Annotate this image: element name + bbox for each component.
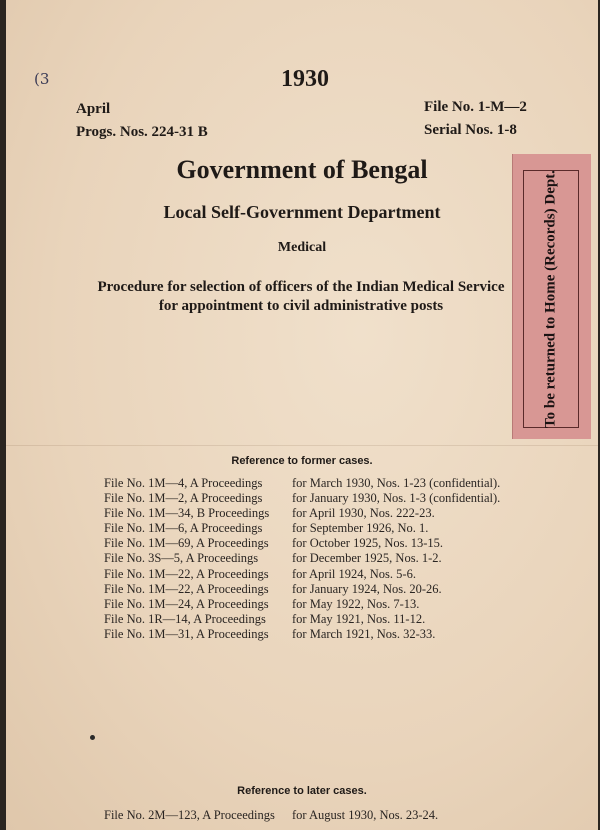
progs-nos: Progs. Nos. 224-31 B: [76, 124, 208, 140]
reference-file: File No. 1M—2, A Proceedings: [104, 491, 263, 506]
file-no: File No. 1-M—2: [424, 99, 527, 115]
reference-row: [104, 597, 500, 612]
header-left: [76, 98, 208, 144]
former-cases-heading: Reference to former cases.: [231, 455, 373, 467]
reference-row: [104, 808, 438, 823]
reference-row: [104, 536, 500, 551]
reference-file: File No. 1M—31, A Proceedings: [104, 626, 269, 641]
reference-file: File No. 1M—22, A Proceedings: [104, 566, 269, 581]
reference-detail: for April 1930, Nos. 222-23.: [292, 506, 435, 521]
government-title: Government of Bengal: [176, 155, 428, 184]
former-cases-list: [104, 476, 500, 642]
stamp-text: To be returned to Home (Records) Dept.: [542, 170, 559, 428]
reference-detail: for May 1921, Nos. 11-12.: [292, 611, 426, 626]
reference-file: File No. 1R—14, A Proceedings: [104, 611, 266, 626]
reference-file: File No. 1M—34, B Proceedings: [104, 506, 270, 521]
reference-detail: for December 1925, Nos. 1-2.: [292, 551, 442, 566]
paper-crease: [6, 445, 598, 446]
reference-detail: for January 1924, Nos. 20-26.: [292, 581, 442, 596]
reference-detail: for September 1926, No. 1.: [292, 521, 429, 536]
handwritten-mark: (3: [34, 70, 50, 88]
procedure-title: [66, 278, 536, 316]
reference-detail: for August 1930, Nos. 23-24.: [292, 808, 439, 822]
reference-row: [104, 506, 500, 521]
stamp-border: [523, 170, 579, 428]
header-right: [424, 96, 527, 142]
reference-file: File No. 1M—69, A Proceedings: [104, 536, 269, 551]
reference-file: File No. 2M—123, A Proceedings: [104, 808, 275, 822]
reference-row: [104, 476, 500, 491]
reference-row: [104, 582, 500, 597]
reference-file: File No. 1M—22, A Proceedings: [104, 581, 269, 596]
reference-row: [104, 521, 500, 536]
reference-row: [104, 551, 500, 566]
reference-file: File No. 1M—4, A Proceedings: [104, 476, 263, 490]
reference-row: [104, 627, 500, 642]
procedure-line-1: Procedure for selection of officers of the Indian Medical Service: [97, 279, 505, 295]
year: 1930: [281, 66, 329, 92]
reference-row: [104, 491, 500, 506]
reference-detail: for March 1930, Nos. 1-23 (confidential).: [292, 476, 501, 490]
serial-nos: Serial Nos. 1-8: [424, 122, 517, 138]
department-title: Local Self-Government Department: [163, 202, 441, 222]
ink-dot: [90, 735, 95, 740]
reference-detail: for January 1930, Nos. 1-3 (confidential).: [292, 491, 501, 506]
reference-file: File No. 3S—5, A Proceedings: [104, 551, 259, 566]
reference-detail: for March 1921, Nos. 32-33.: [292, 626, 436, 641]
subject: Medical: [277, 240, 327, 255]
reference-row: [104, 567, 500, 582]
reference-file: File No. 1M—24, A Proceedings: [104, 596, 269, 611]
reference-detail: for April 1924, Nos. 5-6.: [292, 566, 416, 581]
later-cases-list: [104, 808, 438, 823]
return-stamp: [512, 154, 591, 439]
procedure-line-2: for appointment to civil administrative posts: [158, 298, 444, 314]
document-page: [6, 0, 598, 830]
reference-detail: for May 1922, Nos. 7-13.: [292, 596, 420, 611]
later-cases-heading: Reference to later cases.: [237, 785, 367, 797]
reference-detail: for October 1925, Nos. 13-15.: [292, 536, 444, 551]
reference-file: File No. 1M—6, A Proceedings: [104, 521, 263, 536]
reference-row: [104, 612, 500, 627]
month: April: [76, 101, 111, 117]
